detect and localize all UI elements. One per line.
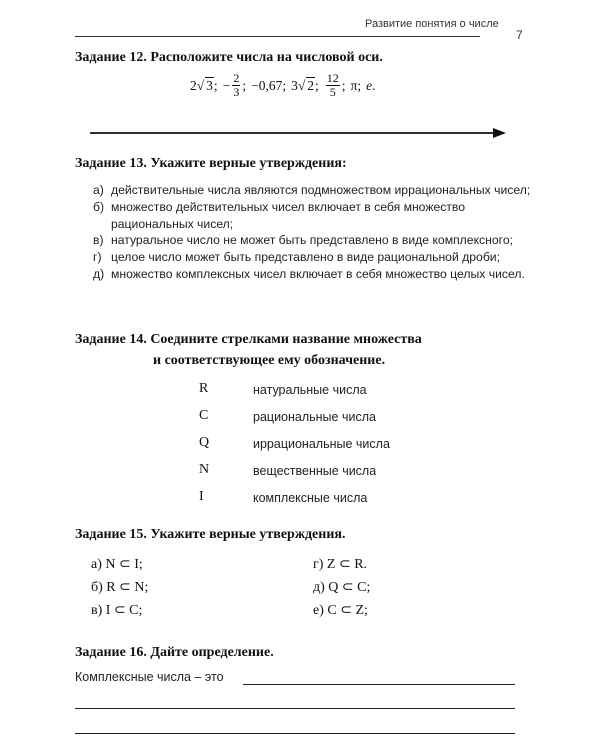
statement-item: а) действительные числа являются подмножеством иррациональных чисел; (93, 183, 531, 197)
answer-line-1[interactable] (243, 684, 515, 685)
task-12-title: Задание 12. Расположите числа на числовой оси. (75, 50, 383, 65)
number-e: e (366, 77, 373, 93)
number-minus-0-67: −0,67 (251, 77, 283, 93)
page-number: 7 (516, 28, 523, 42)
definition-prompt: Комплексные числа – это (75, 670, 224, 684)
statement-item: в) натуральное число не может быть представлено в виде комплексного; (93, 233, 513, 248)
answer-line-2[interactable] (75, 708, 515, 709)
statement-item: б) множество действительных чисел включает в себя множество рациональных чисел; (93, 199, 466, 231)
statement-option[interactable]: б) R ⊂ N; (91, 580, 149, 595)
set-symbol-Q[interactable]: Q (199, 435, 210, 450)
statement-option[interactable]: а) N ⊂ I; (91, 557, 143, 572)
task-15-title: Задание 15. Укажите верные утверждения. (75, 527, 346, 542)
axis-arrow-head (493, 128, 506, 138)
number-minus-two-thirds: − $\frac{2}{3}$ (222, 71, 240, 99)
number-twelve-fifths: $\frac{12}{5}$ (326, 71, 339, 99)
set-name-irrational[interactable]: иррациональные числа (253, 437, 390, 451)
task-13-statements (93, 182, 533, 283)
number-2-sqrt-3: 2√ 3 (190, 77, 213, 93)
set-name-real[interactable]: вещественные числа (253, 464, 377, 478)
set-symbol-N[interactable]: N (199, 462, 210, 477)
header-rule (75, 36, 480, 37)
set-name-complex[interactable]: комплексные числа (253, 491, 368, 505)
statement-option[interactable]: в) I ⊂ C; (91, 603, 143, 618)
task-14-title: Задание 14. Соедините стрелками название множества и соответствующее ему обозначение. (75, 332, 422, 368)
task-16-title: Задание 16. Дайте определение. (75, 645, 274, 660)
number-pi: π (350, 77, 358, 93)
statement-option[interactable]: г) Z ⊂ R. (313, 557, 368, 572)
task-12-numbers: 2√ 3 ; − $\frac{2}{3}$ ; −0,67 ; 3√ 2 ; $\frac{12}{5}$ ; π ; e . (190, 71, 376, 99)
number-axis (90, 126, 510, 140)
set-symbol-I[interactable]: I (199, 489, 204, 504)
running-title: Развитие понятия о числе (365, 18, 499, 30)
set-name-rational[interactable]: рациональные числа (253, 410, 376, 424)
set-symbol-C[interactable]: C (199, 408, 209, 423)
statement-item: д) множество комплексных чисел включает в себя множество целых чисел. (93, 266, 525, 281)
statement-option[interactable]: д) Q ⊂ C; (313, 580, 371, 595)
set-name-natural[interactable]: натуральные числа (253, 383, 367, 397)
answer-line-3[interactable] (75, 733, 515, 734)
statement-option[interactable]: е) C ⊂ Z; (313, 603, 368, 618)
statement-item: г) целое число может быть представлено в виде рациональной дроби; (93, 250, 500, 265)
task-13-title: Задание 13. Укажите верные утверждения: (75, 156, 347, 171)
number-3-sqrt-2: 3√ 2 (291, 77, 315, 93)
set-symbol-R[interactable]: R (199, 381, 209, 396)
